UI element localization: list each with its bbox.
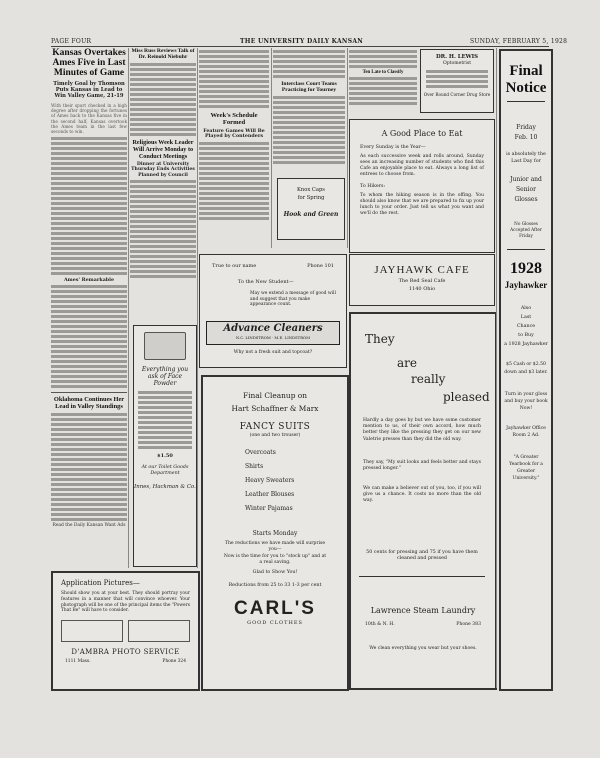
headline-kansas-ames: Kansas Overtakes Ames Five in Last Minutes of Game [52,48,126,78]
jayhawker-also-list [501,304,551,349]
column-rule [197,48,198,568]
laundry-word-they: They [365,332,395,346]
face-powder-signature: Innes, Hackman & Co. [134,484,196,491]
subhead-kansas-ames: Timely Goal by Thomson Puts Kansas in Lead to Win Valley Game, 21-19 [53,81,125,99]
carls-reductions: The reductions we have made will surprise you— [224,541,326,552]
jayhawker-slogan: "A Greater Yearbook for a Greater University." [509,455,543,481]
col3-top-body [199,50,269,108]
face-powder-dept: At our Toilet Goods Department [141,465,189,476]
column-schedule [199,48,269,248]
headline-niebuhr: Miss Russ Reviews Talk of Dr. Reinold Niebuhr [131,48,195,61]
advance-top-line: True to our name [212,263,257,269]
jayhawker-year: 1928 [510,260,542,277]
article-body [51,137,127,275]
photo-title: Application Pictures— [61,579,140,587]
section-heading: Ames' Remarkable [63,277,115,284]
carls-good-clothes: GOOD CLOTHES [247,620,303,626]
jayhawk-cafe-address: 1140 Ohio [408,286,436,292]
ad-face-powder [133,325,197,567]
final-notice-title-1: Final [509,63,543,79]
headline-late-classify: Ten Late to Classify [362,70,404,75]
interclass-body [273,96,345,164]
col4-top-body [273,50,345,78]
carls-item: Shirts [245,463,264,470]
ad-dambra-photo [51,571,200,691]
niebuhr-body [130,63,196,136]
page-number: PAGE FOUR [51,38,92,45]
headline-schedule: Week's Schedule Formed [210,112,258,127]
eat-title: A Good Place to Eat [381,129,463,138]
advance-body: May we extend a message of good will and suggest that you make appearance count. [250,291,336,308]
subhead-religious-week: Dinner at University Thursday Ends Activities Planned by Council [131,161,195,178]
photo-box-left [61,620,123,642]
knox-line-1: Knox Caps [297,187,325,193]
also-line: Last [520,315,532,320]
notice-classes: Junior and Senior Glosses [510,176,542,203]
jayhawker-price: $5 Cash or $2.50 down and $3 later. [504,362,548,375]
carls-glad: Glad to Show You! [252,570,298,575]
lewis-body [426,70,488,88]
carls-fancy-suits: FANCY SUITS [239,422,311,432]
column-rule [128,48,129,568]
jayhawker-title: Jayhawker [504,280,548,290]
also-line: Chance [516,324,536,329]
ad-knox-caps [277,178,345,240]
carls-logo: CARL'S [234,598,316,619]
carls-starts-monday: Starts Monday [252,530,298,537]
eat-body-2: To whom the hiking season is in the offing. You should also know that we are prepared to fix up your lunch to your order. Just tell us what you want and we'll do the rest. [360,193,484,216]
face-powder-body [138,391,192,449]
column-sports [51,48,127,568]
advance-to-new-student: To the New Student— [238,279,294,285]
ad-laundry [349,312,497,690]
advance-owners: N.C. LINDSTROM · M.E. LINDSTROM [235,335,311,340]
laundry-word-pleased: pleased [443,390,490,404]
column-classified [349,48,417,118]
carls-brand: Hart Schaffner & Marx [231,404,319,413]
carls-item: Overcoats [245,449,276,456]
laundry-word-are: are [397,356,417,370]
jayhawker-room: Room 2 Ad. [512,433,540,438]
laundry-phone: Phone 383 [456,622,481,627]
laundry-quote: They say, "My suit looks and feels better and stays pressed longer." [363,460,481,472]
laundry-divider [359,576,485,577]
column-rule [496,48,497,688]
ad-jayhawk-cafe [349,254,495,306]
final-notice-rule [507,101,545,102]
carls-item-list [245,446,347,516]
lewis-title: Optometrist [442,61,472,66]
lewis-address: Over Round Corner Drug Store [423,92,491,97]
classified-body-1 [349,50,417,68]
religious-week-body [130,180,196,278]
carls-item: Winter Pajamas [245,505,293,512]
classified-body-2 [349,77,417,105]
photo-phone: Phone 324 [162,659,186,665]
notice-day: Friday [516,124,536,131]
headline-interclass: Interclass Court Teams Practicing for Tourney [281,81,337,94]
photo-studio-name: D'AMBRA PHOTO SERVICE [71,648,180,657]
advance-phone: Phone 101 [307,263,334,269]
article-lead: With their spurt checked in a high degree after dropping the fortunes of Ames back to the Kansas five in the second half, Kansas overtook the Ames team in the last few seconds to win. [51,103,127,135]
laundry-word-really: really [411,372,446,386]
ad-advance-cleaners [199,254,347,368]
jayhawk-cafe-name: JAYHAWK CAFE [374,264,470,276]
ad-good-place-to-eat [349,119,495,253]
laundry-address: 10th & N. H. [365,622,395,627]
column-rule [347,48,348,248]
face-powder-price: $1.50 [157,453,173,459]
laundry-tagline: We clean everything you wear but your shoes. [369,646,477,651]
carls-item: Leather Blouses [245,491,295,498]
advance-logo-text: Advance Cleaners [223,323,323,334]
carls-item: Heavy Sweaters [245,477,295,484]
notice-no-glosses: No Glosses Accepted After Friday [510,221,542,238]
issue-date: SUNDAY, FEBRUARY 5, 1928 [470,38,568,45]
schedule-body [199,142,269,220]
notice-date: Feb. 10 [514,134,538,141]
eat-hikers: To Hikers: [360,184,386,189]
header-rule [51,46,549,47]
sidebar-final-notice [499,49,553,691]
column-rule [271,48,272,248]
laundry-body-2: We can make a believer out of you, too, if you will give us a chance. It costs no more than the old way. [363,486,481,504]
hook-and-green-logo: Hook and Green [283,211,339,218]
carls-stock-up: Now is the time for you to "stock up" and at a real saving. [223,554,327,565]
advance-cleaners-logo [206,321,340,345]
subhead-schedule: Feature Games Will Be Played by Contenders [203,127,265,140]
photo-footer [65,659,186,664]
jayhawker-turn-in: Turn in your gloss and buy your book Now! [504,392,548,411]
masthead-title: THE UNIVERSITY DAILY KANSAN [240,38,364,45]
jayhawk-cafe-tag: The Red Seal Cafe [398,278,446,284]
photo-address: 1111 Mass. [65,659,91,665]
jayhawker-office: Jayhawker Office [506,426,546,431]
powder-box-image [144,332,186,360]
laundry-offer: 50 cents for pressing and 75 if you have them cleaned and pressed [366,550,478,562]
photo-body: Should show you at your best. They should portray your features in a manner that will convince whoever. Your photograph will be one of the principal items the "Powers That Be" will have to consider. [61,591,190,614]
advance-tagline: Why not a fresh suit and topcoat? [233,350,313,355]
eat-body: As each successive week and rolls around, Sunday sees an increasing number of students who find this Cafe an enjoyable place to eat. Always a long list of entrees to choose from. [360,154,484,177]
lewis-name: DR. H. LEWIS [435,54,479,60]
also-line: a 1928 Jayhawker [504,342,548,347]
photo-box-right [128,620,190,642]
laundry-name: Lawrence Steam Laundry [370,606,476,615]
knox-line-2: for Spring [297,195,325,201]
standings-body [51,413,127,521]
laundry-body: Hardly a day goes by but we have some customer mention to us, of their own accord, how much better they like the pressing they get on our new Valetrie presses than they did the old way. [363,418,481,442]
notice-rule-2 [507,249,545,250]
face-powder-title: Everything you ask of Face Powder [141,366,189,387]
also-line: to Buy [518,333,534,338]
headline-oklahoma: Oklahoma Continues Her Lead in Valley Standings [53,396,125,411]
headline-religious-week: Religious Week Leader Will Arrive Monday to Conduct Meetings [132,138,194,160]
photo-boxes [61,620,190,642]
eat-line-1: Every Sunday is the Year— [360,145,426,150]
also-line: Also [520,306,532,311]
want-ads-note: Read the Daily Kansan Want Ads [52,523,126,529]
carls-fancy-sub: (one and two trouser) [249,433,301,438]
notice-last-day: is absolutely the Last Day for [506,152,546,164]
final-notice-title-2: Notice [505,80,547,96]
carls-reduction-range: Reductions from 25 to 33 1-3 per cent [228,583,322,588]
ad-dr-lewis [420,49,494,113]
carls-final-cleanup: Final Cleanup on [243,391,307,400]
article-body-2 [51,285,127,388]
ad-carls [201,375,349,691]
